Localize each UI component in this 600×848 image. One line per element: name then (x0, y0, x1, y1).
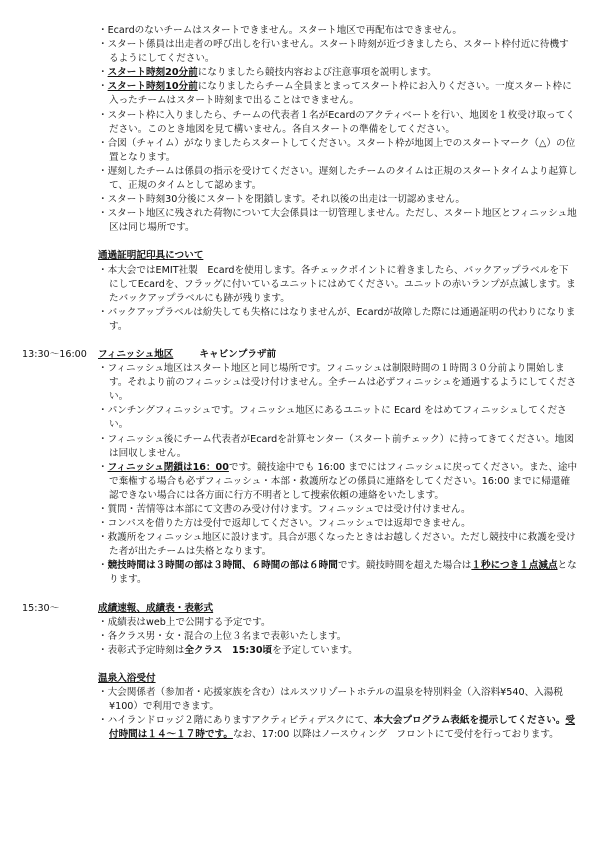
proof-list (22, 264, 578, 334)
item-text: 全クラス 15:30頃 (184, 644, 273, 656)
item-text: ・スタート時刻30分後にスタートを閉鎖します。それ以後の出走は一切認めません。 (98, 194, 465, 206)
finish-place: キャビンプラザ前 (199, 348, 277, 360)
list-item (98, 165, 578, 193)
item-text: ・Ecardのないチームはスタートできません。スタート地区で再配布はできません。 (98, 25, 463, 36)
item-text: ・ (98, 560, 108, 572)
item-text: スタート時刻20分前 (107, 67, 198, 79)
results-time: 15:30～ (22, 602, 60, 614)
list-item (98, 207, 578, 235)
item-text: なお、17:00 以降はノースウィング フロントにて受付を行っております。 (232, 729, 559, 741)
item-text: ・大会関係者（参加者・応援家族を含む）はルスツリゾートホテルの温泉を特別料金（入浴料¥540、入湯税¥100）で利用できます。 (98, 687, 563, 713)
item-text: ・フィニッシュ後にチーム代表者がEcardを計算センター（スタート前チェック）に持ってきてください。地図は回収しません。 (98, 433, 574, 459)
item-text: ・スタート枠に入りましたら、チームの代表者１名がEcardのアクティベートを行い、地図を１枚受け取ってください。このとき地図を見て構いません。各自スタートの準備をしてください。 (98, 109, 575, 135)
item-text: スタート時刻10分前 (107, 81, 198, 93)
list-item (98, 404, 578, 432)
list-item (98, 503, 578, 517)
item-text: ・スタート地区に残された荷物について大会係員は一切管理しません。ただし、スタート地区とフィニッシュ地区は同じ場所です。 (98, 208, 577, 234)
finish-list (22, 362, 578, 588)
list-item (98, 137, 578, 165)
list-item (98, 531, 578, 559)
results-section (22, 602, 578, 658)
item-text: ・表彰式予定時刻は (98, 644, 185, 656)
list-item (98, 644, 578, 658)
finish-time: 13:30～16:00 (22, 348, 87, 360)
item-text: ・本大会ではEMIT社製 Ecardを使用します。各チェックポイントに着きましたら、バックアップラベルを下にしてEcardを、フラッグに付いているユニットにはめてください。ユニットの赤いランプが点滅します。またバックアップラベルにも跡が残ります。 (98, 264, 576, 304)
list-item (98, 517, 578, 531)
bath-list (22, 686, 578, 742)
item-text: を予定しています。 (272, 644, 358, 656)
list-item (98, 193, 578, 207)
list-item (98, 630, 578, 644)
item-text: ・パンチングフィニッシュです。フィニッシュ地区にあるユニットに Ecard をはめてフィニッシュしてください。 (98, 405, 567, 431)
item-text: ・スタート係員は出走者の呼び出しを行いません。スタート時刻が近づきましたら、スタート枠付近に待機するようにしてください。 (98, 39, 569, 65)
item-text: ・ (98, 81, 108, 93)
item-text: ・コンパスを借りた方は受付で返却してください。フィニッシュでは返却できません。 (98, 518, 471, 530)
results-list (22, 616, 578, 658)
item-text: ・ (98, 67, 108, 79)
list-item (98, 24, 578, 38)
start-rules-list (22, 24, 578, 235)
list-item (98, 433, 578, 461)
item-text: フィニッシュ閉鎖は16：00 (107, 461, 229, 473)
list-item (98, 80, 578, 108)
item-text: 受付時間は１４～１７時です。 (109, 715, 576, 741)
item-text: 本大会プログラム表紙を提示してください。 (373, 715, 566, 727)
list-item (98, 66, 578, 80)
item-text: となります。 (109, 560, 577, 586)
item-text: ・バックアップラベルは紛失しても失格にはなりませんが、Ecardが故障した際には通過証明の代わりになります。 (98, 306, 576, 332)
list-item (98, 616, 578, 630)
results-heading: 成績速報、成績表・表彰式 (98, 602, 214, 614)
item-text: です。競技時間を超えた場合は (337, 560, 472, 572)
item-text: 競技時間は３時間の部は３時間、６時間の部は６時間 (107, 560, 338, 572)
item-text: ・成績表はweb上で公開する予定です。 (98, 616, 271, 628)
list-item (98, 38, 578, 66)
finish-section (22, 348, 578, 588)
item-text: ・質問・苦情等は本部にて文書のみ受け付けます。フィニッシュでは受け付けません。 (98, 504, 471, 515)
item-text: です。競技途中でも 16:00 までにはフィニッシュに戻ってください。また、途中で棄権する場合も必ずフィニッシュ・本部・救護所などの係員に連絡をしてください。16:00 までに帰還確認できない場合には各方面に行方不明者として捜索依頼の連絡をいたします。 (109, 461, 578, 501)
list-item (98, 109, 578, 137)
proof-section (22, 249, 578, 334)
bath-heading: 温泉入浴受付 (98, 672, 156, 684)
proof-heading: 通過証明記印具について (98, 250, 204, 262)
item-text: ・ (98, 461, 108, 473)
item-text: １秒につき１点減点 (471, 560, 558, 572)
list-item (98, 461, 578, 503)
item-text: になりましたらチーム全員まとまってスタート枠にお入りください。一度スタート枠に入ったチームはスタート時刻まで出ることはできません。 (109, 81, 572, 107)
item-text: ・合図（チャイム）がなりましたらスタートしてください。スタート枠が地図上でのスタートマーク（△）の位置となります。 (98, 137, 576, 163)
item-text: ・ハイランドロッジ２階にありますアクティビティデスクにて、 (98, 715, 374, 727)
item-text: ・各クラス男・女・混合の上位３名まで表彰いたします。 (98, 630, 347, 642)
finish-heading: フィニッシュ地区 (98, 348, 174, 360)
start-rules-section (22, 24, 578, 235)
list-item (98, 264, 578, 306)
bath-section (22, 672, 578, 742)
list-item (98, 686, 578, 714)
list-item (98, 714, 578, 742)
item-text: ・救護所をフィニッシュ地区に設けます。具合が悪くなったときはお越しください。ただし競技中に救護を受けた者が出たチームは失格となります。 (98, 532, 576, 558)
list-item (98, 559, 578, 587)
finish-heading-line (98, 348, 578, 362)
list-item (98, 306, 578, 334)
list-item (98, 362, 578, 404)
item-text: ・遅刻したチームは係員の指示を受けてください。遅刻したチームのタイムは正規のスタートタイムより起算して、正規のタイムとして認めます。 (98, 165, 578, 192)
item-text: ・フィニッシュ地区はスタート地区と同じ場所です。フィニッシュは制限時間の１時間３０分前より開始します。それより前のフィニッシュは受け付けません。全チームは必ずフィニッシュを通過するようにしてください。 (98, 363, 577, 403)
item-text: になりましたら競技内容および注意事項を説明します。 (197, 67, 437, 79)
